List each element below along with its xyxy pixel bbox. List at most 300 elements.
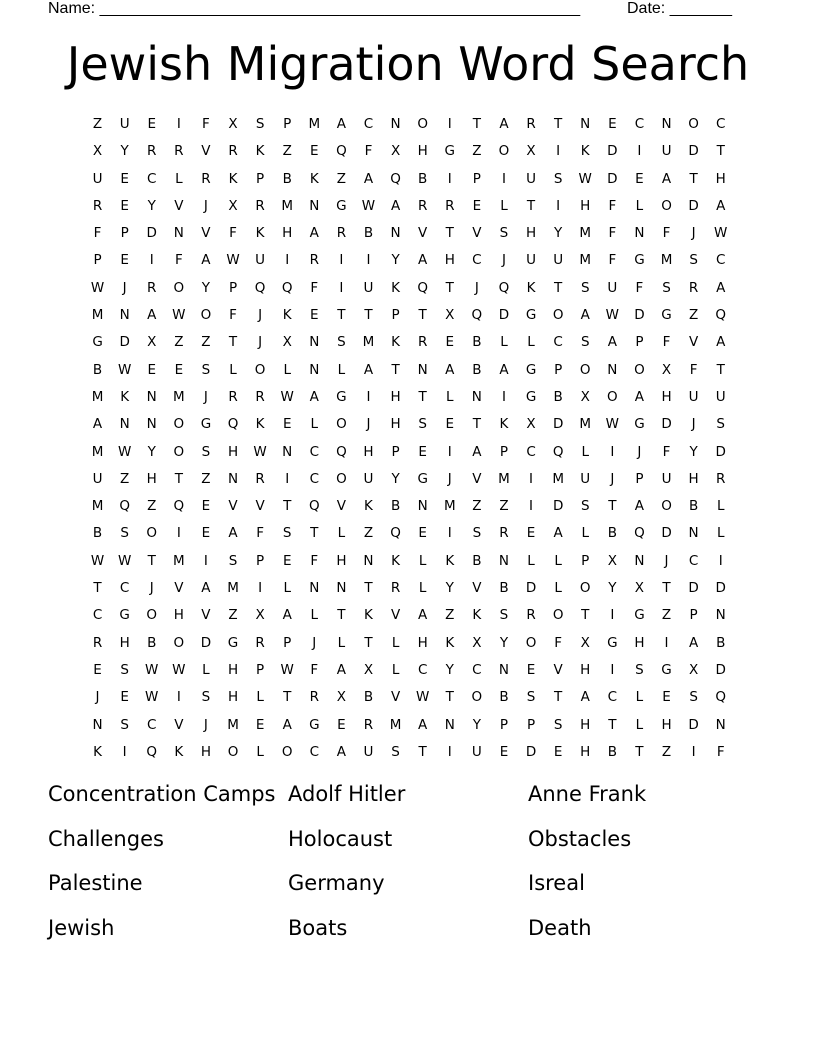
date-field-label: Date: _______	[627, 0, 732, 17]
grid-letter: I	[447, 443, 452, 460]
grid-letter: N	[92, 716, 103, 733]
grid-letter: G	[607, 634, 618, 651]
grid-letter: C	[147, 170, 157, 187]
grid-letter: S	[635, 661, 644, 678]
grid-letter: B	[607, 743, 617, 760]
grid-letter: U	[661, 470, 672, 487]
grid-letter: I	[501, 388, 506, 405]
grid-letter: M	[498, 470, 510, 487]
grid-letter: B	[553, 388, 563, 405]
grid-letter: P	[228, 279, 238, 296]
grid-letter: I	[556, 197, 561, 214]
grid-letter: R	[688, 279, 699, 296]
grid-letter: U	[471, 743, 482, 760]
grid-letter: A	[499, 361, 509, 378]
grid-letter: A	[228, 525, 238, 542]
grid-letter: R	[147, 143, 157, 160]
grid-letter: H	[580, 743, 591, 760]
grid-letter: D	[661, 525, 672, 542]
grid-letter: S	[228, 552, 238, 569]
grid-letter: K	[445, 552, 455, 569]
grid-letter: Y	[608, 580, 617, 597]
grid-letter: I	[285, 470, 290, 487]
grid-letter: N	[363, 552, 374, 569]
grid-row	[84, 386, 734, 413]
grid-letter: H	[227, 661, 239, 678]
grid-letter: M	[91, 388, 104, 405]
grid-letter: I	[529, 470, 534, 487]
grid-letter: Q	[336, 443, 347, 460]
grid-letter: M	[579, 252, 592, 269]
grid-letter: I	[258, 580, 263, 597]
grid-letter: J	[258, 334, 263, 351]
grid-letter: R	[228, 388, 238, 405]
grid-letter: O	[200, 307, 212, 324]
grid-letter: W	[90, 552, 105, 569]
grid-letter: I	[447, 116, 452, 132]
grid-letter: L	[554, 580, 562, 597]
grid-letter: T	[337, 307, 346, 324]
grid-letter: S	[580, 279, 590, 296]
grid-letter: C	[715, 116, 726, 132]
grid-letter: F	[256, 525, 264, 542]
grid-letter: X	[282, 334, 292, 351]
grid-letter: P	[635, 334, 644, 351]
grid-row	[84, 659, 734, 686]
grid-letter: Q	[390, 170, 401, 187]
grid-letter: V	[201, 607, 211, 624]
grid-letter: Q	[471, 307, 483, 324]
grid-row	[84, 304, 734, 331]
grid-letter: L	[310, 416, 319, 433]
grid-letter: N	[661, 116, 672, 132]
grid-letter: W	[117, 443, 132, 460]
grid-row	[84, 359, 734, 386]
grid-letter: O	[552, 307, 564, 324]
grid-letter: L	[554, 552, 562, 569]
grid-letter: T	[554, 279, 563, 296]
grid-letter: L	[337, 525, 346, 542]
grid-letter: E	[445, 334, 455, 351]
grid-letter: Q	[552, 443, 564, 460]
grid-letter: N	[634, 225, 645, 242]
grid-letter: F	[202, 116, 210, 132]
grid-letter: X	[228, 197, 238, 214]
grid-letter: T	[581, 607, 590, 624]
grid-letter: O	[579, 361, 591, 378]
grid-letter: D	[715, 661, 726, 678]
grid-letter: S	[391, 743, 400, 760]
word-bank-item: Jewish	[48, 916, 115, 941]
grid-letter: V	[174, 580, 184, 597]
grid-letter: T	[472, 416, 481, 433]
grid-letter: G	[336, 388, 347, 405]
grid-letter: M	[281, 197, 294, 214]
grid-letter: B	[472, 361, 482, 378]
grid-letter: B	[363, 689, 374, 706]
grid-letter: I	[203, 552, 208, 569]
grid-letter: N	[146, 388, 157, 405]
grid-letter: A	[309, 388, 319, 405]
grid-letter: O	[471, 689, 483, 706]
grid-letter: I	[610, 443, 615, 460]
grid-letter: V	[390, 607, 401, 624]
grid-letter: R	[716, 470, 726, 487]
grid-letter: P	[283, 116, 292, 132]
grid-letter: T	[608, 716, 617, 733]
grid-letter: K	[120, 388, 130, 405]
grid-letter: U	[363, 743, 374, 760]
grid-letter: K	[174, 743, 184, 760]
grid-letter: Z	[363, 525, 374, 542]
grid-letter: L	[337, 634, 346, 651]
grid-letter: O	[173, 443, 185, 460]
grid-letter: I	[176, 525, 181, 542]
grid-letter: I	[339, 279, 344, 296]
grid-letter: W	[361, 197, 376, 214]
grid-letter: A	[282, 607, 292, 624]
grid-letter: L	[256, 689, 264, 706]
grid-letter: T	[310, 525, 319, 542]
grid-letter: F	[662, 443, 671, 460]
grid-letter: C	[472, 252, 482, 269]
word-bank-item: Death	[528, 916, 592, 941]
grid-letter: V	[472, 580, 482, 597]
grid-letter: T	[635, 743, 644, 760]
grid-letter: N	[309, 334, 320, 351]
grid-letter: A	[553, 525, 563, 542]
grid-letter: R	[255, 197, 265, 214]
grid-letter: N	[146, 416, 157, 433]
grid-letter: R	[526, 607, 536, 624]
grid-letter: M	[173, 552, 185, 569]
grid-letter: L	[391, 661, 400, 678]
grid-letter: M	[579, 225, 592, 242]
grid-letter: D	[688, 197, 699, 214]
grid-letter: Q	[715, 307, 727, 324]
grid-letter: J	[501, 252, 506, 269]
grid-letter: J	[610, 470, 615, 487]
grid-letter: O	[146, 607, 158, 624]
grid-letter: F	[716, 743, 725, 760]
grid-letter: S	[689, 252, 698, 269]
grid-letter: K	[255, 225, 265, 242]
grid-letter: Q	[281, 279, 293, 296]
grid-letter: K	[391, 552, 400, 569]
grid-letter: A	[92, 416, 103, 433]
grid-letter: G	[417, 470, 428, 487]
grid-letter: P	[283, 634, 292, 651]
word-bank-item: Obstacles	[528, 826, 632, 851]
grid-letter: S	[580, 498, 590, 515]
grid-letter: O	[634, 361, 645, 378]
grid-letter: M	[552, 470, 564, 487]
grid-letter: D	[715, 443, 726, 460]
grid-letter: H	[661, 716, 672, 733]
grid-letter: S	[716, 416, 725, 433]
grid-letter: L	[202, 661, 210, 678]
grid-letter: R	[92, 197, 103, 214]
grid-letter: E	[418, 443, 427, 460]
grid-letter: X	[634, 580, 645, 597]
grid-letter: A	[716, 279, 726, 296]
grid-letter: I	[366, 252, 371, 269]
grid-row	[84, 468, 734, 495]
grid-row	[84, 495, 734, 522]
grid-letter: K	[93, 743, 102, 760]
grid-letter: N	[634, 552, 645, 569]
grid-letter: U	[688, 388, 699, 405]
grid-letter: H	[390, 388, 401, 405]
grid-letter: I	[447, 743, 452, 760]
grid-letter: N	[390, 225, 401, 242]
grid-letter: I	[122, 743, 127, 760]
grid-letter: L	[283, 580, 291, 597]
grid-letter: J	[149, 580, 154, 597]
grid-letter: L	[391, 634, 400, 651]
grid-letter: O	[173, 634, 185, 651]
grid-letter: M	[660, 252, 673, 269]
grid-letter: T	[608, 498, 617, 515]
grid-letter: D	[715, 580, 726, 597]
grid-letter: Y	[391, 252, 400, 269]
grid-letter: D	[607, 143, 618, 160]
grid-letter: Z	[336, 170, 347, 187]
grid-letter: T	[391, 361, 400, 378]
grid-letter: N	[173, 225, 184, 242]
grid-letter: O	[336, 470, 347, 487]
grid-letter: I	[176, 689, 181, 706]
grid-row	[84, 550, 734, 577]
grid-letter: A	[309, 225, 319, 242]
grid-letter: E	[120, 689, 129, 706]
grid-letter: X	[607, 552, 617, 569]
grid-letter: J	[203, 197, 208, 214]
grid-letter: D	[498, 307, 510, 324]
grid-letter: Q	[417, 279, 428, 296]
grid-letter: U	[607, 279, 618, 296]
grid-letter: Y	[445, 580, 454, 597]
grid-letter: A	[418, 607, 428, 624]
grid-letter: G	[661, 307, 672, 324]
grid-letter: M	[308, 116, 321, 132]
grid-letter: B	[418, 170, 428, 187]
grid-row	[84, 714, 734, 741]
grid-letter: A	[336, 116, 347, 132]
grid-letter: T	[228, 334, 238, 351]
grid-letter: D	[688, 143, 699, 160]
grid-letter: O	[498, 143, 510, 160]
grid-letter: S	[472, 525, 482, 542]
grid-letter: P	[93, 252, 102, 269]
grid-letter: Y	[201, 279, 211, 296]
grid-letter: R	[417, 334, 428, 351]
grid-letter: U	[526, 252, 536, 269]
grid-letter: T	[418, 743, 427, 760]
grid-letter: H	[417, 634, 428, 651]
grid-letter: Y	[445, 661, 454, 678]
grid-letter: U	[553, 252, 564, 269]
grid-letter: H	[634, 634, 645, 651]
grid-letter: N	[498, 552, 509, 569]
grid-letter: D	[146, 225, 157, 242]
grid-letter: J	[95, 689, 100, 706]
grid-letter: V	[174, 716, 184, 733]
grid-letter: L	[446, 388, 454, 405]
grid-letter: D	[688, 580, 699, 597]
grid-letter: Z	[499, 498, 509, 515]
grid-letter: D	[552, 498, 564, 515]
grid-letter: A	[499, 116, 509, 132]
grid-letter: K	[526, 279, 536, 296]
grid-letter: D	[661, 416, 672, 433]
grid-letter: S	[553, 170, 563, 187]
grid-letter: F	[662, 225, 671, 242]
grid-letter: K	[255, 416, 265, 433]
grid-letter: X	[472, 634, 482, 651]
grid-letter: E	[499, 743, 509, 760]
grid-letter: X	[688, 661, 699, 678]
grid-letter: M	[91, 307, 104, 324]
grid-letter: F	[229, 307, 237, 324]
grid-letter: A	[445, 361, 455, 378]
grid-letter: P	[256, 661, 265, 678]
grid-letter: Y	[499, 634, 509, 651]
grid-letter: N	[227, 470, 239, 487]
grid-letter: N	[715, 716, 726, 733]
grid-letter: C	[147, 716, 157, 733]
page-title: Jewish Migration Word Search	[66, 37, 750, 91]
grid-letter: W	[280, 661, 294, 678]
grid-letter: A	[580, 689, 590, 706]
grid-letter: K	[580, 143, 590, 160]
grid-letter: J	[366, 416, 371, 433]
grid-letter: A	[390, 197, 401, 214]
grid-letter: G	[444, 143, 455, 160]
grid-letter: T	[364, 307, 373, 324]
grid-letter: D	[200, 634, 212, 651]
grid-letter: E	[662, 689, 671, 706]
grid-row	[84, 249, 734, 276]
grid-letter: G	[227, 634, 239, 651]
grid-letter: S	[120, 525, 129, 542]
grid-letter: I	[501, 170, 506, 187]
grid-letter: I	[691, 743, 696, 760]
grid-letter: I	[285, 252, 290, 269]
grid-letter: B	[472, 334, 482, 351]
grid-letter: H	[688, 470, 699, 487]
grid-letter: X	[255, 607, 265, 624]
grid-letter: Z	[201, 470, 211, 487]
grid-letter: K	[364, 607, 373, 624]
grid-letter: G	[634, 607, 645, 624]
grid-letter: P	[554, 361, 563, 378]
grid-letter: A	[201, 580, 211, 597]
grid-letter: F	[689, 361, 698, 378]
grid-letter: L	[337, 361, 346, 378]
grid-letter: X	[147, 334, 157, 351]
grid-letter: I	[718, 552, 723, 569]
grid-letter: W	[280, 388, 294, 405]
grid-letter: J	[203, 388, 208, 405]
grid-letter: R	[174, 143, 184, 160]
grid-row	[84, 195, 734, 222]
grid-letter: H	[580, 716, 591, 733]
grid-letter: I	[447, 525, 452, 542]
grid-letter: V	[201, 225, 211, 242]
grid-letter: I	[610, 661, 615, 678]
grid-letter: P	[391, 443, 400, 460]
grid-letter: A	[147, 307, 157, 324]
grid-letter: T	[174, 470, 183, 487]
grid-letter: K	[391, 334, 400, 351]
grid-letter: S	[120, 661, 129, 678]
grid-letter: A	[201, 252, 211, 269]
grid-letter: N	[417, 498, 428, 515]
word-bank-item: Anne Frank	[528, 782, 647, 806]
grid-letter: R	[255, 634, 265, 651]
grid-letter: P	[256, 170, 265, 187]
grid-letter: L	[716, 498, 725, 515]
grid-letter: J	[447, 470, 452, 487]
grid-letter: T	[716, 361, 725, 378]
grid-letter: H	[444, 252, 455, 269]
grid-letter: X	[580, 634, 590, 651]
grid-letter: S	[337, 334, 346, 351]
grid-letter: P	[499, 716, 509, 733]
grid-letter: E	[147, 361, 156, 378]
grid-letter: P	[499, 443, 509, 460]
grid-letter: G	[309, 716, 320, 733]
grid-row	[84, 413, 734, 440]
grid-letter: E	[526, 661, 536, 678]
grid-letter: T	[554, 689, 563, 706]
grid-letter: H	[390, 416, 401, 433]
grid-letter: E	[445, 416, 455, 433]
grid-letter: E	[635, 170, 644, 187]
grid-letter: T	[662, 580, 671, 597]
grid-letter: W	[90, 279, 105, 296]
grid-row	[84, 741, 734, 768]
grid-letter: R	[417, 197, 428, 214]
grid-letter: D	[525, 580, 537, 597]
grid-letter: S	[120, 716, 129, 733]
grid-letter: V	[255, 498, 265, 515]
grid-row	[84, 331, 734, 358]
grid-row	[84, 222, 734, 249]
grid-letter: A	[661, 170, 672, 187]
grid-letter: E	[201, 525, 211, 542]
grid-letter: F	[554, 634, 563, 651]
grid-letter: N	[498, 661, 509, 678]
grid-letter: G	[661, 661, 672, 678]
grid-letter: Y	[554, 225, 563, 242]
grid-letter: D	[688, 716, 699, 733]
grid-letter: F	[608, 225, 617, 242]
grid-letter: Y	[147, 443, 156, 460]
grid-letter: O	[173, 279, 185, 296]
grid-letter: G	[92, 334, 103, 351]
grid-letter: E	[255, 716, 265, 733]
grid-letter: O	[661, 197, 672, 214]
letter-grid	[84, 113, 734, 768]
grid-letter: T	[445, 689, 454, 706]
grid-letter: J	[637, 443, 642, 460]
grid-letter: T	[364, 634, 373, 651]
grid-letter: C	[472, 661, 482, 678]
grid-letter: B	[92, 361, 103, 378]
grid-row	[84, 277, 734, 304]
